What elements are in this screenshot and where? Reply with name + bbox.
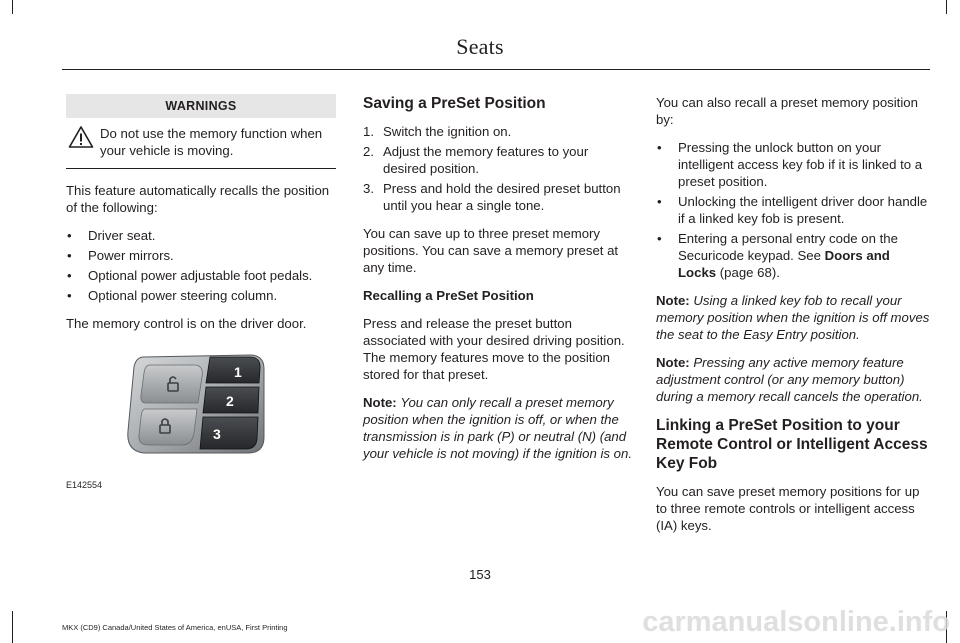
svg-text:carmanualsonline.info: carmanualsonline.info (642, 606, 950, 638)
crop-mark-bottom-left (12, 611, 13, 643)
page-header-title: Seats (456, 34, 504, 59)
list-item: • Entering a personal entry code on the Securicode keypad. See Doors and Locks (page 68). (657, 231, 898, 280)
memory-button-3 (200, 417, 258, 449)
save-info-text: You can save up to three preset memory positions. You can save a memory preset at any time. (363, 226, 619, 275)
lock-button-lower (139, 409, 197, 445)
header-rule (62, 69, 930, 70)
recall-methods-list (656, 139, 930, 281)
list-item: • Optional power steering column. (67, 288, 278, 303)
button-label-1: 1 (234, 364, 242, 380)
recall-intro-text: This feature automatically recalls the position of the following: (66, 183, 330, 215)
column-2 (363, 94, 633, 473)
list-item: • Unlocking the intelligent driver door handle if a linked key fob is present. (657, 194, 928, 226)
crop-mark-top-right (946, 0, 947, 14)
button-label-2: 2 (226, 393, 234, 409)
linking-preset-heading: Linking a PreSet Position to your Remote Control or Intelligent Access Key Fob (656, 417, 928, 472)
cancel-note: Note: Pressing any active memory feature adjustment control (or any memory button) during a memory recall cancels the operation. (656, 355, 923, 404)
linking-text: You can save preset memory positions for up to three remote controls or intelligent access (IA) keys. (656, 484, 920, 533)
figure-code: E142554 (66, 480, 103, 490)
list-item: • Driver seat. (67, 228, 156, 243)
saving-preset-heading: Saving a PreSet Position (363, 95, 546, 112)
recall-note: Note: You can only recall a preset memory position when the ignition is off, or when the transmission is in park (P) or neutral (N) (and your vehicle is not moving) if the ignition is on. (363, 395, 633, 461)
list-item: 2. Adjust the memory features to your desired position. (363, 144, 589, 176)
recalling-preset-heading: Recalling a PreSet Position (363, 288, 534, 303)
list-item: 3. Press and hold the desired preset button until you hear a single tone. (363, 181, 621, 213)
column-3 (656, 94, 930, 545)
recall-methods-intro: You can also recall a preset memory position by: (656, 95, 918, 127)
column-1 (66, 94, 336, 343)
memory-control-location: The memory control is on the driver door. (66, 316, 307, 331)
watermark-logo (452, 604, 952, 638)
warnings-heading: WARNINGS (66, 94, 336, 118)
warning-text: Do not use the memory function when your vehicle is moving. (100, 126, 323, 158)
recall-text: Press and release the preset button associated with your desired driving position. The memory features move to the position stored for that preset. (363, 316, 625, 382)
warning-triangle-icon (68, 125, 94, 149)
warning-box (66, 118, 336, 169)
list-item: • Power mirrors. (67, 248, 174, 263)
saving-steps-list (363, 123, 633, 214)
memory-control-illustration (66, 339, 336, 489)
edition-footer: MKX (CD9) Canada/United States of America, enUSA, First Printing (62, 623, 288, 632)
key-fob-note: Note: Using a linked key fob to recall your memory position when the ignition is off moves the seat to the Easy Entry position. (656, 293, 930, 342)
lock-button-upper (141, 365, 202, 403)
list-item: 1. Switch the ignition on. (363, 124, 512, 139)
list-item: • Optional power adjustable foot pedals. (67, 268, 313, 283)
list-item: • Pressing the unlock button on your intelligent access key fob if it is linked to a preset position. (657, 140, 923, 189)
recall-features-list (66, 227, 336, 304)
crop-mark-top-left (12, 0, 13, 14)
button-label-3: 3 (213, 426, 221, 442)
memory-seat-control-image (66, 339, 336, 489)
page-number: 153 (469, 567, 491, 582)
doors-and-locks-link[interactable]: Doors and Locks (678, 248, 890, 280)
